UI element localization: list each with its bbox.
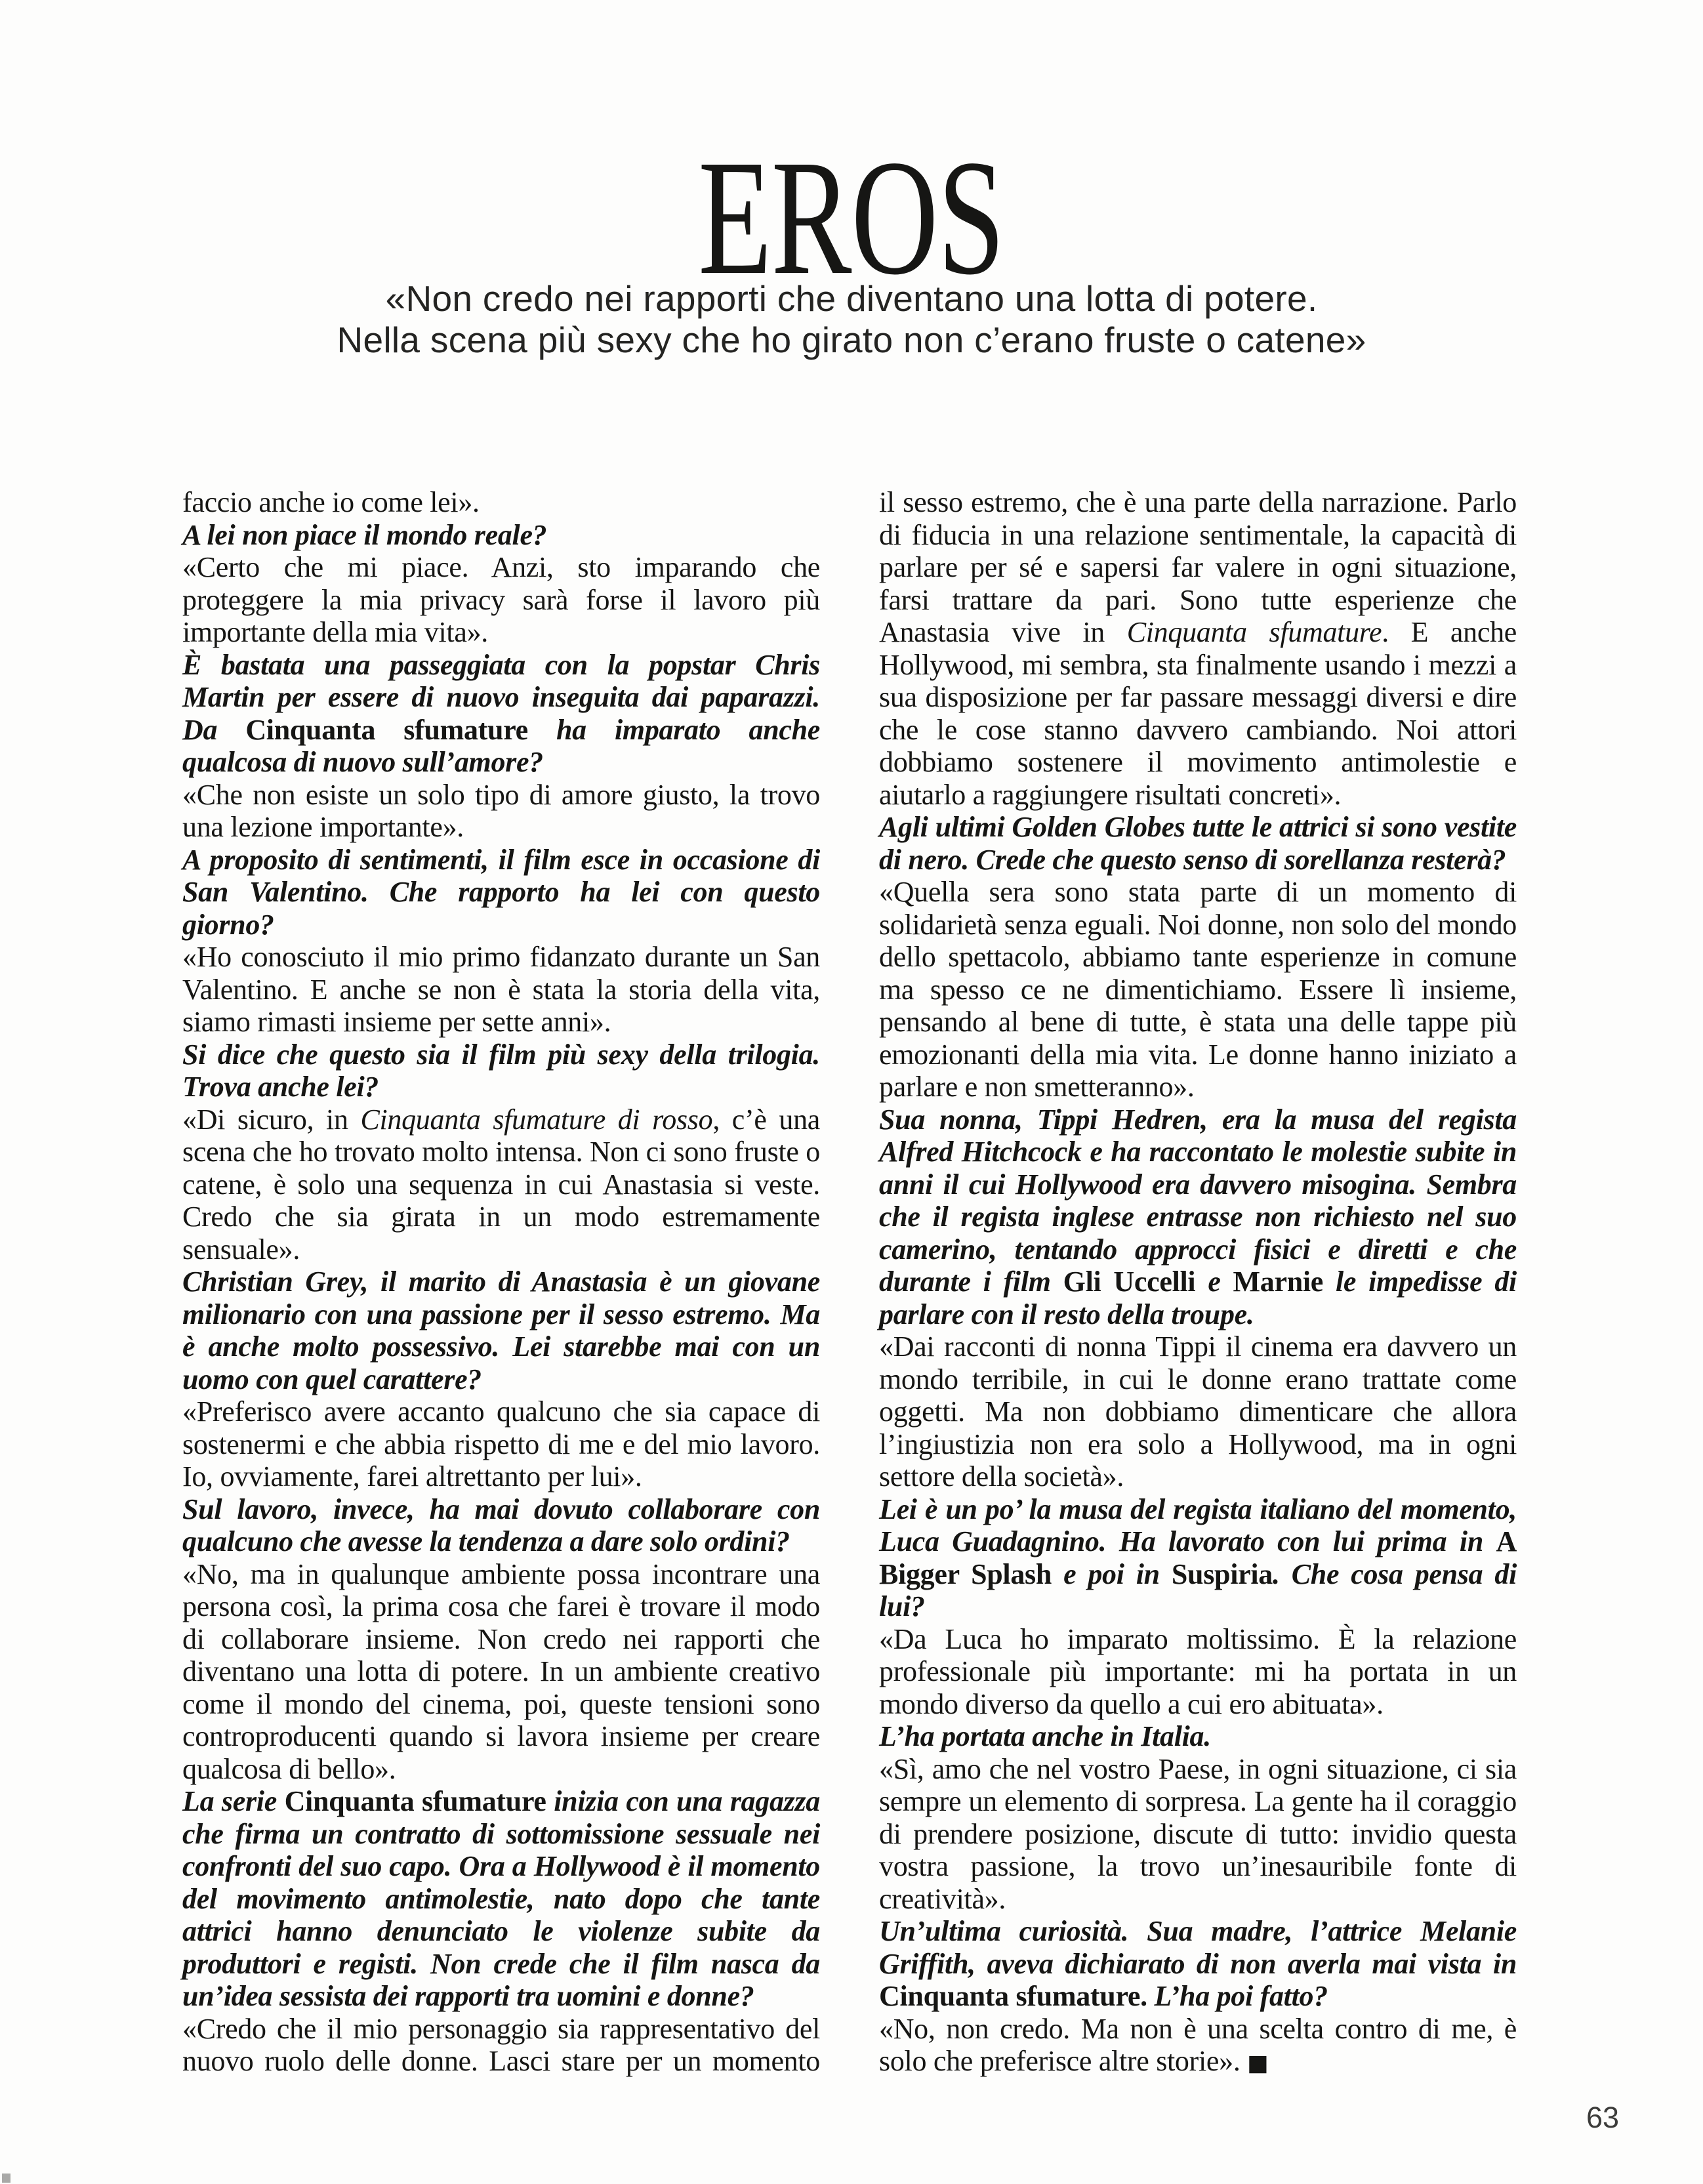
interview-answer: «Che non esiste un solo tipo di amore giusto, la trovo una lezione importante». xyxy=(182,778,820,843)
film-title: Marnie xyxy=(1233,1266,1324,1298)
interview-answer: «Credo che il mio personaggio sia rappresentativo del nuovo ruolo delle donne. Lasci stare per un momento xyxy=(182,2012,820,2077)
interview-question: Sua nonna, Tippi Hedren, era la musa del regista Alfred Hitchcock e ha raccontato le molestie subite in anni il cui Hollywood era davvero misogina. Sembra che il regista inglese entrasse non richiesto nel suo camerino, tentando approcci fisici e diretti e che durante i film Gli Uccelli e Marnie le impedisse di parlare con il resto della troupe. xyxy=(879,1103,1517,1330)
film-title: Gli Uccelli xyxy=(1063,1266,1196,1298)
article-column-right xyxy=(879,486,1517,2080)
film-title: Cinquanta sfumature xyxy=(284,1785,546,1817)
interview-answer: «Preferisco avere accanto qualcuno che sia capace di sostenermi e che abbia rispetto di me e del mio lavoro. Io, ovviamente, farei altrettanto per lui». xyxy=(182,1395,820,1493)
end-mark: ■ xyxy=(1247,2050,1269,2076)
interview-answer: «No, ma in qualunque ambiente possa incontrare una persona così, la prima cosa che farei è trovare il modo di collaborare insieme. Non credo nei rapporti che diventano una lotta di potere. In un ambiente creativo come il mondo del cinema, poi, queste tensioni sono controproducenti quando si lavora insieme per creare qualcosa di bello». xyxy=(182,1557,820,1785)
interview-answer: «Ho conosciuto il mio primo fidanzato durante un San Valentino. E anche se non è stata la storia della vita, siamo rimasti insieme per sette anni». xyxy=(182,941,820,1038)
interview-question: Lei è un po’ la musa del regista italiano del momento, Luca Guadagnino. Ha lavorato con lui prima in A Bigger Splash e poi in Suspiria. Che cosa pensa di lui? xyxy=(879,1493,1517,1622)
interview-question: L’ha portata anche in Italia. xyxy=(879,1720,1211,1752)
interview-answer: «Certo che mi piace. Anzi, sto imparando che proteggere la mia privacy sarà forse il lavoro più importante della mia vita». xyxy=(182,551,820,648)
film-title: Cinquanta sfumature xyxy=(1126,616,1382,648)
interview-question: A lei non piace il mondo reale? xyxy=(182,518,547,551)
print-registration-mark xyxy=(2,2174,10,2183)
film-title: Cinquanta sfumature. xyxy=(879,1980,1147,2012)
interview-answer: «No, non credo. Ma non è una scelta contro di me, è solo che preferisce altre storie». ■ xyxy=(879,2012,1517,2077)
interview-answer: «Di sicuro, in Cinquanta sfumature di rosso, c’è una scena che ho trovato molto intensa. Non ci sono fruste o catene, è solo una sequenza in cui Anastasia si veste. Credo che sia girata in un modo estremamente sensuale». xyxy=(182,1103,820,1266)
interview-answer: «Dai racconti di nonna Tippi il cinema era davvero un mondo terribile, in cui le donne erano trattate come oggetti. Ma non dobbiamo dimenticare che allora l’ingiustizia non era solo a Hollywood, ma in ogni settore della società». xyxy=(879,1330,1517,1493)
film-title: Cinquanta sfumature xyxy=(245,713,528,746)
interview-question: È bastata una passeggiata con la popstar Chris Martin per essere di nuovo inseguita dai paparazzi. Da Cinquanta sfumature ha imparato anche qualcosa di nuovo sull’amore? xyxy=(182,648,820,778)
interview-question: A proposito di sentimenti, il film esce in occasione di San Valentino. Che rapporto ha lei con questo giorno? xyxy=(182,843,820,941)
interview-question: Un’ultima curiosità. Sua madre, l’attrice Melanie Griffith, aveva dichiarato di non averla mai vista in Cinquanta sfumature. L’ha poi fatto? xyxy=(879,1915,1517,2012)
interview-answer: «Da Luca ho imparato moltissimo. È la relazione professionale più importante: mi ha portata in un mondo diverso da quello a cui ero abituata». xyxy=(879,1622,1517,1720)
interview-answer: «Sì, amo che nel vostro Paese, in ogni situazione, ci sia sempre un elemento di sorpresa. La gente ha il coraggio di prendere posizione, discute di tutto: invidio questa vostra passione, la trovo un’inesauribile fonte di creatività». xyxy=(879,1752,1517,1915)
interview-answer: il sesso estremo, che è una parte della narrazione. Parlo di fiducia in una relazione sentimentale, la capacità di parlare per sé e sapersi far valere in ogni situazione, farsi trattare da pari. Sono tutte esperienze che Anastasia vive in Cinquanta sfumature. E anche Hollywood, mi sembra, sta finalmente usando i mezzi a sua disposizione per far passare messaggi diversi e dire che le cose stanno davvero cambiando. Noi attori dobbiamo sostenere il movimento antimolestie e aiutarlo a raggiungere risultati concreti». xyxy=(879,486,1517,811)
interview-answer: faccio anche io come lei». xyxy=(182,486,480,518)
article-column-left xyxy=(182,486,820,2078)
film-title: A Bigger Splash xyxy=(879,1525,1517,1590)
interview-question: Si dice che questo sia il film più sexy della trilogia. Trova anche lei? xyxy=(182,1038,820,1103)
page-number: 63 xyxy=(1586,2101,1619,2134)
pull-quote xyxy=(0,278,1703,361)
interview-question: Christian Grey, il marito di Anastasia è un giovane milionario con una passione per il sesso estremo. Ma è anche molto possessivo. Lei starebbe mai con un uomo con quel carattere? xyxy=(182,1266,820,1395)
article-title: EROS xyxy=(698,125,1005,309)
interview-question: Sul lavoro, invece, ha mai dovuto collaborare con qualcuno che avesse la tendenza a dare solo ordini? xyxy=(182,1493,820,1557)
interview-question: La serie Cinquanta sfumature inizia con una ragazza che firma un contratto di sottomissione sessuale nei confronti del suo capo. Ora a Hollywood è il momento del movimento antimolestie, nato dopo che tante attrici hanno denunciato le violenze subite da produttori e registi. Non crede che il film nasca da un’idea sessista dei rapporti tra uomini e donne? xyxy=(182,1785,820,2012)
article-header xyxy=(0,125,1703,309)
interview-question: Agli ultimi Golden Globes tutte le attrici si sono vestite di nero. Crede che questo senso di sorellanza resterà? xyxy=(879,811,1517,876)
interview-answer: «Quella sera sono stata parte di un momento di solidarietà senza eguali. Noi donne, non solo del mondo dello spettacolo, abbiamo tante esperienze in comune ma spesso ce ne dimentichiamo. Essere lì insieme, pensando al bene di tutte, è stata una delle tappe più emozionanti della mia vita. Le donne hanno iniziato a parlare e non smetteranno». xyxy=(879,876,1517,1103)
film-title: Cinquanta sfumature di rosso xyxy=(360,1103,713,1136)
pull-quote-line-1: «Non credo nei rapporti che diventano una lotta di potere. xyxy=(385,278,1318,319)
pull-quote-line-2: Nella scena più sexy che ho girato non c’erano fruste o catene» xyxy=(337,319,1366,360)
film-title: Suspiria xyxy=(1171,1557,1273,1590)
